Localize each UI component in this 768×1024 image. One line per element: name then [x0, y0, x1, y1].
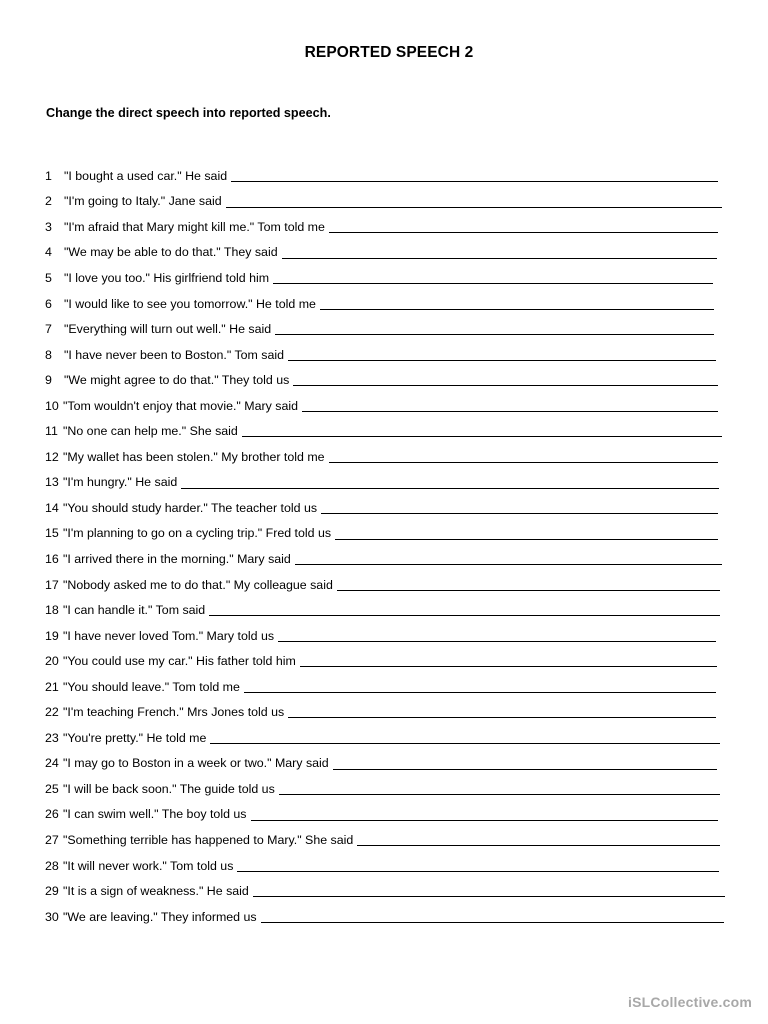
exercise-number: 5: [45, 270, 52, 285]
answer-blank-line[interactable]: [293, 385, 718, 386]
exercise-item: [0, 776, 768, 802]
exercise-prompt: "You could use my car." His father told him: [63, 654, 296, 669]
exercise-number: 27: [45, 832, 59, 847]
exercise-number: 4: [45, 245, 52, 260]
exercise-number: 15: [45, 526, 59, 541]
exercise-prompt: "We might agree to do that." They told us: [64, 373, 290, 388]
exercise-item: [0, 240, 768, 266]
answer-blank-line[interactable]: [329, 232, 718, 233]
answer-blank-line[interactable]: [321, 513, 718, 514]
answer-blank-line[interactable]: [242, 436, 722, 437]
exercise-item: [0, 316, 768, 342]
exercise-prompt: "I have never loved Tom." Mary told us: [63, 628, 275, 643]
exercise-number: 6: [45, 296, 52, 311]
exercise-item: [0, 597, 768, 623]
exercise-item: [0, 572, 768, 598]
exercise-number: 11: [45, 424, 58, 439]
exercise-item: [0, 214, 768, 240]
answer-blank-line[interactable]: [288, 717, 716, 718]
exercise-prompt: "I may go to Boston in a week or two." Mary said: [63, 756, 329, 771]
exercise-item: [0, 878, 768, 904]
exercise-number: 9: [45, 373, 52, 388]
exercise-prompt: "I love you too." His girlfriend told him: [64, 270, 270, 285]
exercise-prompt: "It will never work." Tom told us: [63, 858, 234, 873]
exercise-number: 20: [45, 654, 59, 669]
exercise-prompt: "I'm planning to go on a cycling trip." Fred told us: [63, 526, 332, 541]
exercise-item: [0, 648, 768, 674]
answer-blank-line[interactable]: [231, 181, 718, 182]
exercise-prompt: "You should leave." Tom told me: [63, 679, 240, 694]
exercise-prompt: "Everything will turn out well." He said: [64, 322, 272, 337]
answer-blank-line[interactable]: [251, 820, 718, 821]
exercise-prompt: "I can handle it." Tom said: [63, 603, 206, 618]
exercise-item: [0, 418, 768, 444]
exercise-prompt: "I would like to see you tomorrow." He told me: [64, 296, 316, 311]
exercise-item: [0, 265, 768, 291]
exercise-number: 2: [45, 194, 52, 209]
answer-blank-line[interactable]: [209, 615, 720, 616]
exercise-number: 21: [45, 679, 59, 694]
answer-blank-line[interactable]: [253, 896, 725, 897]
answer-blank-line[interactable]: [335, 539, 718, 540]
exercise-list: [0, 163, 768, 929]
exercise-item: [0, 751, 768, 777]
exercise-number: 16: [45, 551, 59, 566]
answer-blank-line[interactable]: [226, 207, 722, 208]
exercise-number: 29: [45, 884, 59, 899]
answer-blank-line[interactable]: [329, 462, 718, 463]
exercise-item: [0, 623, 768, 649]
answer-blank-line[interactable]: [278, 641, 716, 642]
exercise-prompt: "I'm afraid that Mary might kill me." Tom told me: [64, 219, 325, 234]
exercise-number: 13: [45, 475, 59, 490]
exercise-number: 14: [45, 500, 59, 515]
answer-blank-line[interactable]: [244, 692, 716, 693]
exercise-item: [0, 699, 768, 725]
exercise-item: [0, 163, 768, 189]
answer-blank-line[interactable]: [279, 794, 720, 795]
exercise-number: 19: [45, 628, 59, 643]
exercise-prompt: "My wallet has been stolen." My brother told me: [63, 449, 325, 464]
exercise-number: 30: [45, 909, 59, 924]
exercise-prompt: "I will be back soon." The guide told us: [63, 781, 275, 796]
exercise-item: [0, 393, 768, 419]
exercise-number: 25: [45, 781, 59, 796]
exercise-prompt: "Something terrible has happened to Mary." She said: [63, 832, 354, 847]
exercise-number: 7: [45, 322, 52, 337]
exercise-item: [0, 291, 768, 317]
exercise-prompt: "I can swim well." The boy told us: [63, 807, 247, 822]
instruction-text: Change the direct speech into reported speech.: [46, 106, 331, 120]
exercise-prompt: "I arrived there in the morning." Mary said: [63, 551, 291, 566]
answer-blank-line[interactable]: [295, 564, 722, 565]
exercise-prompt: "You should study harder." The teacher told us: [63, 500, 318, 515]
answer-blank-line[interactable]: [320, 309, 714, 310]
exercise-number: 3: [45, 219, 52, 234]
exercise-prompt: "We are leaving." They informed us: [63, 909, 257, 924]
site-watermark: iSLCollective.com: [628, 994, 752, 1010]
exercise-item: [0, 546, 768, 572]
exercise-item: [0, 189, 768, 215]
exercise-prompt: "I have never been to Boston." Tom said: [64, 347, 285, 362]
answer-blank-line[interactable]: [275, 334, 714, 335]
exercise-item: [0, 853, 768, 879]
answer-blank-line[interactable]: [288, 360, 716, 361]
exercise-number: 10: [45, 398, 59, 413]
exercise-number: 12: [45, 449, 59, 464]
answer-blank-line[interactable]: [282, 258, 717, 259]
exercise-number: 26: [45, 807, 59, 822]
exercise-item: [0, 444, 768, 470]
exercise-number: 1: [45, 168, 52, 183]
exercise-item: [0, 470, 768, 496]
exercise-prompt: "I bought a used car." He said: [64, 168, 228, 183]
exercise-item: [0, 827, 768, 853]
exercise-number: 18: [45, 603, 59, 618]
exercise-prompt: "No one can help me." She said: [63, 424, 238, 439]
exercise-item: [0, 674, 768, 700]
answer-blank-line[interactable]: [300, 666, 717, 667]
exercise-item: [0, 367, 768, 393]
exercise-prompt: "I'm hungry." He said: [63, 475, 178, 490]
exercise-prompt: "I'm going to Italy." Jane said: [64, 194, 222, 209]
exercise-prompt: "We may be able to do that." They said: [64, 245, 278, 260]
exercise-number: 24: [45, 756, 59, 771]
answer-blank-line[interactable]: [357, 845, 720, 846]
answer-blank-line[interactable]: [181, 488, 719, 489]
exercise-item: [0, 495, 768, 521]
exercise-prompt: "It is a sign of weakness." He said: [63, 884, 249, 899]
exercise-number: 23: [45, 730, 59, 745]
exercise-item: [0, 802, 768, 828]
exercise-prompt: "You're pretty." He told me: [63, 730, 207, 745]
exercise-prompt: "Tom wouldn't enjoy that movie." Mary said: [63, 398, 298, 413]
exercise-number: 28: [45, 858, 59, 873]
answer-blank-line[interactable]: [337, 590, 720, 591]
exercise-number: 22: [45, 705, 59, 720]
answer-blank-line[interactable]: [237, 871, 719, 872]
exercise-prompt: "I'm teaching French." Mrs Jones told us: [63, 705, 285, 720]
answer-blank-line[interactable]: [273, 283, 713, 284]
answer-blank-line[interactable]: [210, 743, 720, 744]
exercise-item: [0, 904, 768, 930]
page-title: REPORTED SPEECH 2: [304, 44, 474, 61]
exercise-number: 8: [45, 347, 52, 362]
answer-blank-line[interactable]: [333, 769, 717, 770]
exercise-item: [0, 342, 768, 368]
exercise-prompt: "Nobody asked me to do that." My colleague said: [63, 577, 333, 592]
answer-blank-line[interactable]: [302, 411, 718, 412]
answer-blank-line[interactable]: [261, 922, 724, 923]
exercise-item: [0, 725, 768, 751]
exercise-item: [0, 521, 768, 547]
exercise-number: 17: [45, 577, 59, 592]
